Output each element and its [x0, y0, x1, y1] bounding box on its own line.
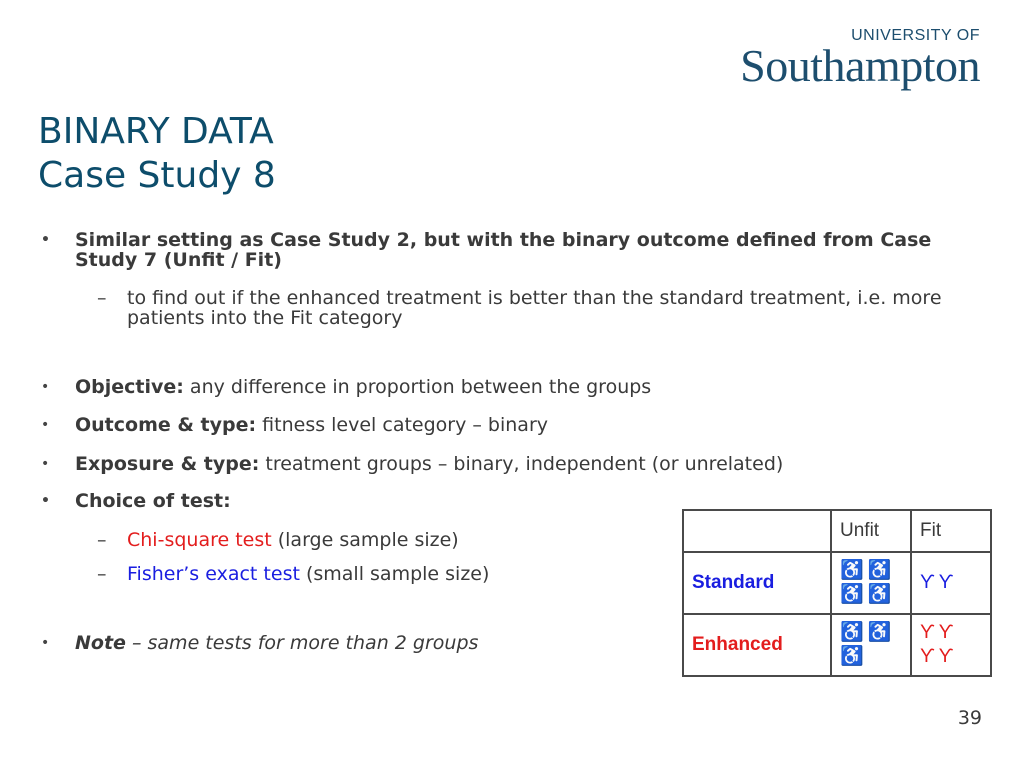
- title-line-1: BINARY DATA: [38, 111, 274, 152]
- contingency-table: [682, 509, 992, 677]
- exposure-text: treatment groups – binary, independent (or unrelated): [259, 453, 784, 475]
- bullet-choice-of-test: • Choice of test:: [75, 491, 975, 511]
- row-label-standard: Standard: [683, 552, 831, 614]
- objective-label: Objective:: [75, 376, 184, 398]
- table-header-row: [683, 510, 991, 552]
- header-fit: Fit: [911, 510, 991, 552]
- active-person-icon: ϒϒ: [911, 552, 991, 614]
- row-label-enhanced: Enhanced: [683, 614, 831, 676]
- wheelchair-icon: ♿♿ ♿: [831, 614, 911, 676]
- note-text: – same tests for more than 2 groups: [125, 632, 479, 654]
- page-number: 39: [957, 707, 982, 729]
- note-label: Note: [75, 632, 126, 654]
- logo-southampton: Southampton: [740, 40, 980, 91]
- bullet-exposure: [75, 454, 975, 474]
- slide-title: [38, 110, 276, 198]
- bullet-similar-setting: • Similar setting as Case Study 2, but with the binary outcome defined from Case Study 7 (Unfit / Fit): [75, 230, 975, 270]
- table-corner-cell: [683, 510, 831, 552]
- outcome-text: fitness level category – binary: [256, 414, 548, 436]
- table-row: [683, 552, 991, 614]
- table-row: [683, 614, 991, 676]
- header-unfit: Unfit: [831, 510, 911, 552]
- university-logo: [740, 27, 980, 91]
- active-person-icon: ϒϒ ϒϒ: [911, 614, 991, 676]
- bullet-outcome: [75, 415, 975, 435]
- title-line-2: Case Study 8: [38, 155, 276, 196]
- wheelchair-icon: ♿♿ ♿♿: [831, 552, 911, 614]
- chi-square-note: (large sample size): [271, 529, 459, 551]
- fisher-note: (small sample size): [299, 563, 490, 585]
- sub-bullet-goal: – to find out if the enhanced treatment is better than the standard treatment, i.e. more patients into the Fit category: [127, 288, 987, 328]
- outcome-label: Outcome & type:: [75, 414, 257, 436]
- bullet-objective: [75, 377, 975, 397]
- chi-square-test-label: Chi-square test: [127, 529, 272, 551]
- exposure-label: Exposure & type:: [75, 453, 260, 475]
- objective-text: any difference in proportion between the groups: [183, 376, 652, 398]
- fisher-exact-test-label: Fisher’s exact test: [127, 563, 300, 585]
- logo-university-of: UNIVERSITY OF: [851, 27, 980, 44]
